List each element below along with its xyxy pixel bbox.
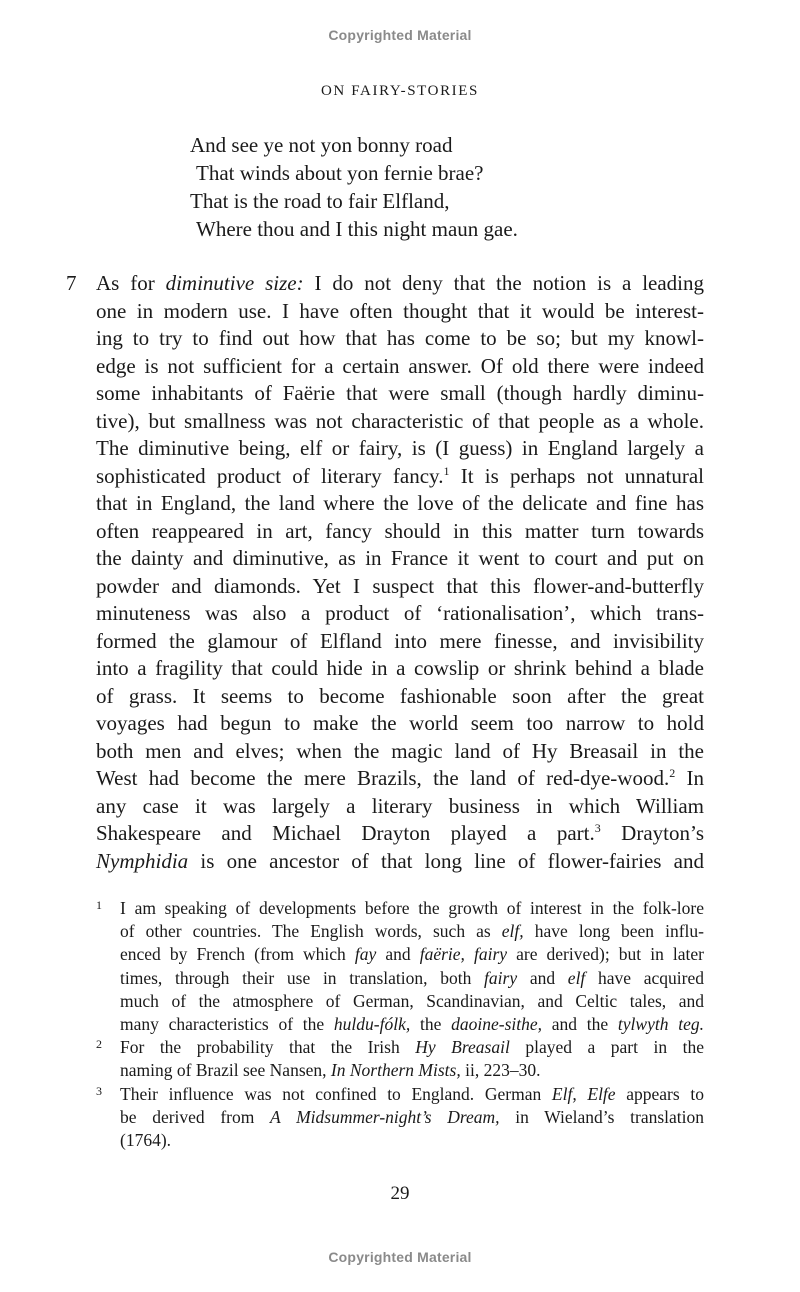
text-line: into a fragility that could hide in a cowslip or shrink behind a blade xyxy=(96,656,704,680)
text-line: one in modern use. I have often thought that it would be interest- xyxy=(96,298,704,323)
footnote-line: Their influence was not confined to England. German Elf, Elfe appears to xyxy=(120,1083,704,1104)
text-line: edge is not sufficient for a certain answer. Of old there were indeed xyxy=(96,353,704,378)
text-line: Shakespeare and Michael Drayton played a part.$^3$ Drayton’s xyxy=(96,821,704,845)
text-line: formed the glamour of Elfland into mere finesse, and invisibility xyxy=(96,628,704,653)
text-line: the dainty and diminutive, as in France it went to court and put on xyxy=(96,546,704,570)
verse-line: That is the road to fair Elfland, xyxy=(190,189,450,213)
emphasis: diminutive size: xyxy=(165,271,304,295)
text-line: West had become the mere Brazils, the land of red-dye-wood.$^2$ In xyxy=(96,766,704,790)
footnote-line: of other countries. The English words, such as elf, have long been influ- xyxy=(120,921,704,942)
text-line: some inhabitants of Faërie that were small (though hardly diminu- xyxy=(96,381,704,405)
text-line: As for diminutive size: I do not deny that the notion is a leading xyxy=(96,271,705,295)
footnote-2 xyxy=(96,1036,704,1082)
footnote-line: be derived from A Midsummer-night’s Dream, in Wieland’s translation xyxy=(120,1106,704,1127)
footnotes xyxy=(96,897,704,1152)
footnote-line: I am speaking of developments before the growth of interest in the folk-lore xyxy=(120,898,704,918)
text-line: of grass. It seems to become fashionable soon after the great xyxy=(96,683,704,708)
footnote-line: times, through their use in translation, both fairy and elf have acquired xyxy=(120,967,704,988)
copyright-stamp-top: Copyrighted Material xyxy=(328,27,472,43)
text-line: The diminutive being, elf or fairy, is (I guess) in England largely a xyxy=(96,436,704,460)
footnote-ref-2[interactable]: 2 xyxy=(669,766,676,780)
footnote-line: enced by French (from which fay and faërie, fairy are derived); but in later xyxy=(120,944,704,965)
body-paragraph xyxy=(96,270,704,875)
text-line: Nymphidia is one ancestor of that long line of flower-fairies and xyxy=(96,848,704,873)
text-line: tive), but smallness was not characteristic of that people as a whole. xyxy=(96,408,704,433)
text-line: that in England, the land where the love of the delicate and fine has xyxy=(96,491,704,515)
copyright-stamp-bottom: Copyrighted Material xyxy=(328,1249,472,1265)
footnote-line: For the probability that the Irish Hy Breasail played a part in the xyxy=(120,1037,704,1058)
running-head: ON FAIRY-STORIES xyxy=(321,83,479,99)
footnote-ref-1[interactable]: 1 xyxy=(443,463,450,478)
footnote-number: 2 xyxy=(96,1037,102,1052)
verse-quotation xyxy=(190,131,518,243)
footnote-1 xyxy=(96,897,704,1036)
footnote-3 xyxy=(96,1083,704,1153)
footnote-line: naming of Brazil see Nansen, In Northern Mists, ii, 223–30. xyxy=(120,1060,541,1081)
page-number: 29 xyxy=(390,1183,410,1204)
footnote-ref-3[interactable]: 3 xyxy=(594,821,601,835)
text-line: minuteness was also a product of ‘rationalisation’, which trans- xyxy=(96,601,704,625)
text-line: powder and diamonds. Yet I suspect that this flower-and-butterfly xyxy=(96,573,704,598)
text-line: often reappeared in art, fancy should in this matter turn towards xyxy=(96,518,704,543)
footnote-line: much of the atmosphere of German, Scandinavian, and Celtic tales, and xyxy=(120,990,704,1011)
text-line: both men and elves; when the magic land of Hy Breasail in the xyxy=(96,738,704,763)
verse-line: That winds about yon fernie brae? xyxy=(196,161,484,185)
paragraph-number: 7 xyxy=(66,271,77,295)
text-line: any case it was largely a literary business in which William xyxy=(96,793,704,818)
footnote-number: 1 xyxy=(96,898,102,912)
emphasis: Nymphidia xyxy=(96,848,189,873)
text-line: ing to try to find out how that has come to be so; but my knowl- xyxy=(96,326,704,350)
verse-line: Where thou and I this night maun gae. xyxy=(196,217,518,241)
text-line: sophisticated product of literary fancy.$^1$ It is perhaps not unnatural xyxy=(96,463,704,488)
text-line: voyages had begun to make the world seem too narrow to hold xyxy=(96,711,704,735)
footnote-number: 3 xyxy=(96,1083,102,1098)
verse-line: And see ye not yon bonny road xyxy=(190,133,453,157)
footnote-line: (1764). xyxy=(120,1130,172,1151)
footnote-line: many characteristics of the huldu-fólk, the daoine-sithe, and the tylwyth teg. xyxy=(120,1014,704,1035)
